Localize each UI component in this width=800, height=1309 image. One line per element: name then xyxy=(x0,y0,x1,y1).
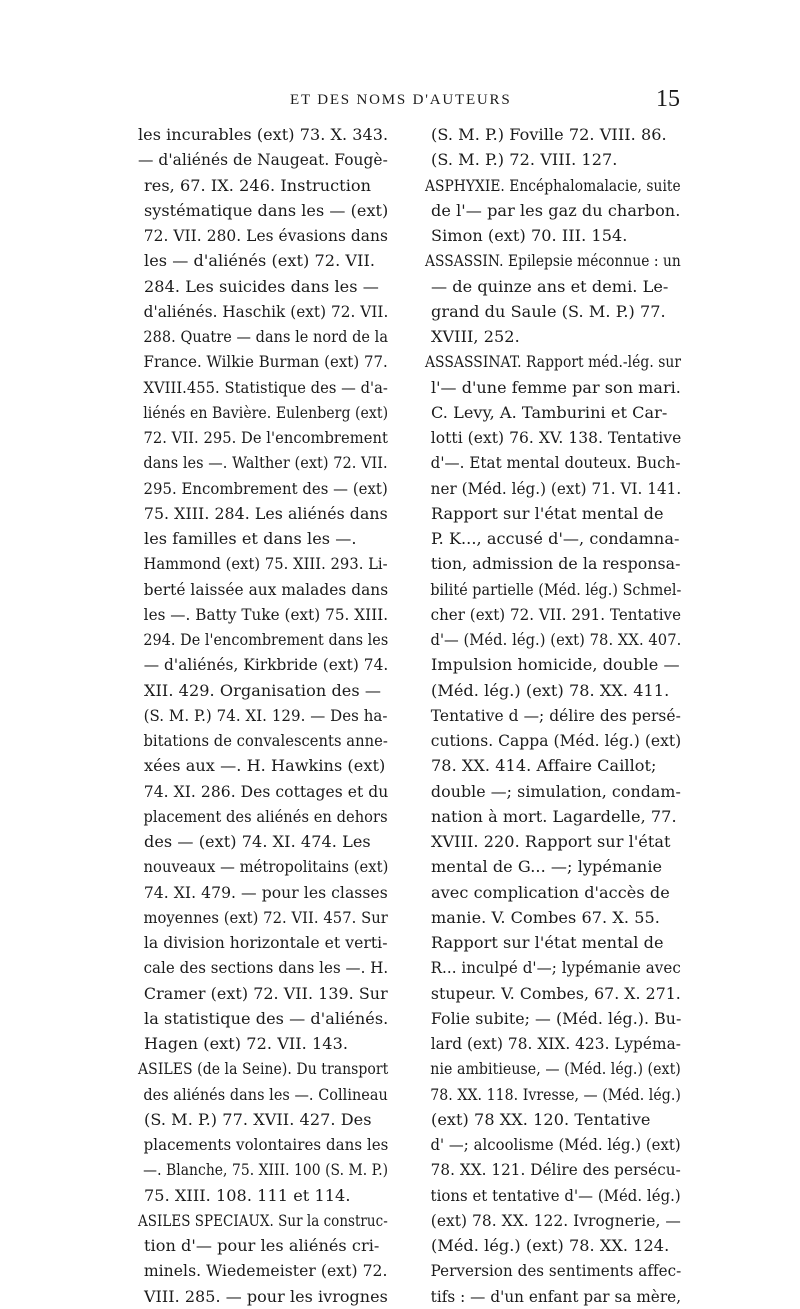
text-line: placements volontaires dans les xyxy=(143,1135,389,1154)
text-line: lard (ext) 78. XIX. 423. Lypéma- xyxy=(430,1034,681,1053)
text-line: stupeur. V. Combes, 67. X. 271. xyxy=(430,983,681,1003)
text-line: (ext) 78 XX. 120. Tentative xyxy=(431,1109,651,1129)
text-line: ASPHYXIE. Encéphalomalacie, suite xyxy=(425,175,681,195)
text-line: 295. Encombrement des — (ext) xyxy=(143,478,388,498)
text-line: Hammond (ext) 75. XIII. 293. Li- xyxy=(143,554,388,574)
page-header xyxy=(120,86,680,116)
text-line: 75. XIII. 284. Les aliénés dans xyxy=(143,503,388,523)
text-line: les incurables (ext) 73. X. 343. xyxy=(138,125,389,144)
text-line: (S. M. P.) 72. VIII. 127. xyxy=(431,150,618,170)
text-line: liénés en Bavière. Eulenberg (ext) xyxy=(143,402,389,422)
text-line: 78. XX. 121. Délire des persécu- xyxy=(430,1160,681,1180)
text-line: des aliénés dans les —. Collineau xyxy=(143,1084,388,1104)
text-line: XII. 429. Organisation des — xyxy=(144,680,381,700)
text-line: les —. Batty Tuke (ext) 75. XIII. xyxy=(143,604,389,624)
text-line: — de quinze ans et demi. Le- xyxy=(431,276,669,296)
text-line: VIII. 285. — pour les ivrognes xyxy=(143,1286,388,1306)
text-line: l'— d'une femme par son mari. xyxy=(430,377,681,397)
text-line: nie ambitieuse, — (Méd. lég.) (ext) xyxy=(430,1059,681,1079)
text-line: bilité partielle (Méd. lég.) Schmel- xyxy=(430,579,682,599)
text-line: les — d'aliénés (ext) 72. VII. xyxy=(144,251,376,271)
text-line: Folie subite; — (Méd. lég.). Bu- xyxy=(430,1008,682,1028)
text-line: Rapport sur l'état mental de xyxy=(431,933,664,952)
text-line: tion d'— pour les aliénés cri- xyxy=(144,1236,380,1255)
text-line: XVIII, 252. xyxy=(431,327,520,346)
text-line: des — (ext) 74. XI. 474. Les xyxy=(144,832,371,851)
text-line: — d'aliénés de Naugeat. Fougè- xyxy=(138,150,388,170)
text-line: mental de G... —; lypémanie xyxy=(431,857,663,877)
text-line: 72. VII. 295. De l'encombrement xyxy=(143,428,388,447)
text-line: Rapport sur l'état mental de xyxy=(431,503,664,523)
text-line: xées aux —. H. Hawkins (ext) xyxy=(144,756,386,776)
text-line: bitations de convalescents anne- xyxy=(143,731,388,750)
right-column xyxy=(425,122,681,1309)
text-line: XVIII.455. Statistique des — d'a- xyxy=(143,377,388,397)
text-line: la statistique des — d'aliénés. xyxy=(144,1008,389,1028)
text-line: 74. XI. 286. Des cottages et du xyxy=(143,781,389,801)
text-line: minels. Wiedemeister (ext) 72. xyxy=(143,1261,388,1281)
text-line: 75. XIII. 108. 111 et 114. xyxy=(144,1185,351,1205)
text-line: cher (ext) 72. VII. 291. Tentative xyxy=(430,604,682,624)
text-line: 78. XX. 118. Ivresse, — (Méd. lég.) xyxy=(430,1084,681,1104)
text-line: la division horizontale et verti- xyxy=(143,933,388,952)
text-line: — d'aliénés, Kirkbride (ext) 74. xyxy=(143,655,389,675)
text-line: ASSASSINAT. Rapport méd.-lég. sur xyxy=(425,352,682,372)
text-line: ASILES SPECIAUX. Sur la construc- xyxy=(138,1210,388,1230)
text-line: Hagen (ext) 72. VII. 143. xyxy=(144,1034,349,1053)
text-line: nation à mort. Lagardelle, 77. xyxy=(431,806,677,826)
text-line: 74. XI. 479. — pour les classes xyxy=(143,882,388,902)
text-line: France. Wilkie Burman (ext) 77. xyxy=(143,352,388,372)
text-line: tifs : — d'un enfant par sa mère, xyxy=(430,1286,682,1306)
running-title: ET DES NOMS D'AUTEURS xyxy=(290,92,512,108)
page-number: 15 xyxy=(656,86,680,112)
text-line: ASSASSIN. Epilepsie méconnue : un xyxy=(425,251,681,271)
text-line: R... inculpé d'—; lypémanie avec xyxy=(430,958,681,978)
text-line: d'— (Méd. lég.) (ext) 78. XX. 407. xyxy=(430,630,682,649)
text-line: d'—. Etat mental douteux. Buch- xyxy=(430,453,681,473)
text-line: (S. M. P.) 74. XI. 129. — Des ha- xyxy=(143,705,388,725)
text-line: XVIII. 220. Rapport sur l'état xyxy=(431,832,671,851)
text-line: 294. De l'encombrement dans les xyxy=(143,630,389,649)
text-line: double —; simulation, condam- xyxy=(430,781,681,801)
text-line: 288. Quatre — dans le nord de la xyxy=(143,327,389,346)
text-line: tion, admission de la responsa- xyxy=(430,554,681,574)
text-line: res, 67. IX. 246. Instruction xyxy=(144,175,372,195)
text-line: d' —; alcoolisme (Méd. lég.) (ext) xyxy=(430,1135,681,1154)
text-line: moyennes (ext) 72. VII. 457. Sur xyxy=(143,907,388,927)
text-line: systématique dans les — (ext) xyxy=(143,200,389,220)
text-line: (ext) 78. XX. 122. Ivrognerie, — xyxy=(430,1210,681,1230)
text-line: (S. M. P.) 77. XVII. 427. Des xyxy=(144,1109,372,1129)
text-line: tions et tentative d'— (Méd. lég.) xyxy=(430,1185,681,1205)
text-line: 284. Les suicides dans les — xyxy=(144,276,379,296)
text-line: C. Levy, A. Tamburini et Car- xyxy=(431,402,668,422)
text-line: Cramer (ext) 72. VII. 139. Sur xyxy=(143,983,388,1003)
text-line: 78. XX. 414. Affaire Caillot; xyxy=(431,756,657,776)
text-line: Impulsion homicide, double — xyxy=(431,655,680,675)
text-line: cale des sections dans les —. H. xyxy=(143,958,389,978)
text-line: les familles et dans les —. xyxy=(144,529,357,548)
text-line: (Méd. lég.) (ext) 78. XX. 124. xyxy=(431,1236,670,1255)
text-line: (S. M. P.) Foville 72. VIII. 86. xyxy=(431,125,667,144)
text-line: —. Blanche, 75. XIII. 100 (S. M. P.) xyxy=(143,1160,389,1180)
text-line: 72. VII. 280. Les évasions dans xyxy=(143,226,388,245)
text-line: P. K..., accusé d'—, condamna- xyxy=(431,529,680,548)
text-line: (Méd. lég.) (ext) 78. XX. 411. xyxy=(431,680,670,700)
text-line: Perversion des sentiments affec- xyxy=(430,1261,682,1281)
text-line: de l'— par les gaz du charbon. xyxy=(431,200,681,220)
text-line: dans les —. Walther (ext) 72. VII. xyxy=(143,453,388,473)
left-column xyxy=(138,122,388,1309)
text-line: lotti (ext) 76. XV. 138. Tentative xyxy=(430,428,682,447)
text-line: ner (Méd. lég.) (ext) 71. VI. 141. xyxy=(430,478,682,498)
text-line: grand du Saule (S. M. P.) 77. xyxy=(431,301,666,321)
text-line: d'aliénés. Haschik (ext) 72. VII. xyxy=(143,301,389,321)
text-line: cutions. Cappa (Méd. lég.) (ext) xyxy=(430,731,682,750)
text-line: manie. V. Combes 67. X. 55. xyxy=(431,907,660,927)
text-line: avec complication d'accès de xyxy=(431,882,670,902)
text-line: Tentative d —; délire des persé- xyxy=(430,705,681,725)
text-line: berté laissée aux malades dans xyxy=(143,579,389,599)
text-line: nouveaux — métropolitains (ext) xyxy=(143,857,389,877)
text-line: Simon (ext) 70. III. 154. xyxy=(431,226,628,245)
text-line: placement des aliénés en dehors xyxy=(143,806,388,826)
text-line: ASILES (de la Seine). Du transport xyxy=(138,1059,389,1079)
